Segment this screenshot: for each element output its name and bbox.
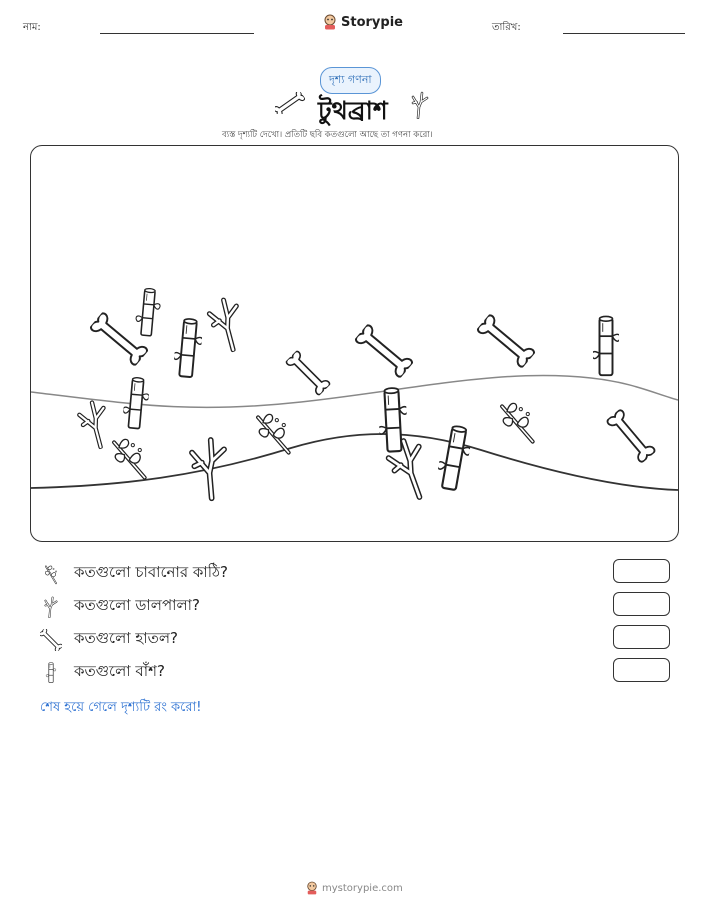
bamboo-icon <box>40 662 62 684</box>
question-row-bamboo <box>40 660 165 685</box>
twig-item <box>77 400 116 451</box>
twig-item <box>190 438 232 500</box>
question-text: কতগুলো বাঁশ? <box>74 662 165 680</box>
chewing-stick-item <box>113 437 147 482</box>
bamboo-item <box>434 424 475 492</box>
bone-handle-icon <box>40 629 62 651</box>
instruction-text: ব্যস্ত দৃশ্যটি দেখো। প্রতিটি ছবি কতগুলো আছে তা গণনা করো। <box>222 130 433 140</box>
site-url: mystorypie.com <box>322 882 403 894</box>
storypie-mascot-icon <box>306 881 318 895</box>
answer-box-bamboo[interactable] <box>613 658 670 682</box>
question-text: কতগুলো চাবানোর কাঠি? <box>74 563 228 581</box>
bamboo-item <box>592 316 621 375</box>
chewing-stick-icon <box>40 563 62 585</box>
chewing-stick-item <box>501 401 535 446</box>
question-row-bone-handle <box>40 627 178 652</box>
bamboo-item <box>135 288 162 337</box>
site-footer <box>306 881 403 895</box>
activity-tag: দৃশ্য গণনা <box>320 67 381 94</box>
question-row-twig <box>40 594 200 619</box>
bone-handle-item <box>476 314 535 368</box>
counting-scene <box>30 145 679 542</box>
answer-box-twig[interactable] <box>613 592 670 616</box>
twig-item <box>207 297 250 354</box>
bone-handle-item <box>354 324 413 378</box>
coloring-note: শেষ হয়ে গেলে দৃশ্যটি রং করো! <box>40 700 202 715</box>
name-field-line[interactable] <box>100 33 254 34</box>
brand-logo <box>323 14 403 30</box>
bone-handle-item <box>285 350 331 396</box>
bone-handle-item <box>606 409 656 463</box>
answer-box-chewing-stick[interactable] <box>613 559 670 583</box>
brand-name: Storypie <box>341 14 403 30</box>
date-label: তারিখ: <box>492 22 521 33</box>
answer-box-bone-handle[interactable] <box>613 625 670 649</box>
scene-illustration <box>31 146 678 541</box>
twig-icon <box>40 596 62 618</box>
twig-icon <box>406 90 434 120</box>
storypie-mascot-icon <box>323 14 337 30</box>
bamboo-item <box>172 318 205 378</box>
chewing-stick-item <box>257 412 291 457</box>
date-field-line[interactable] <box>563 33 685 34</box>
hill-line-back <box>31 375 678 407</box>
bone-handle-icon <box>275 92 305 114</box>
question-text: কতগুলো ডালপালা? <box>74 596 200 614</box>
page-title: টুথব্রাশ <box>318 96 388 125</box>
question-text: কতগুলো হাতল? <box>74 629 178 647</box>
name-label: নাম: <box>23 22 41 33</box>
question-row-chewing-stick <box>40 561 228 586</box>
